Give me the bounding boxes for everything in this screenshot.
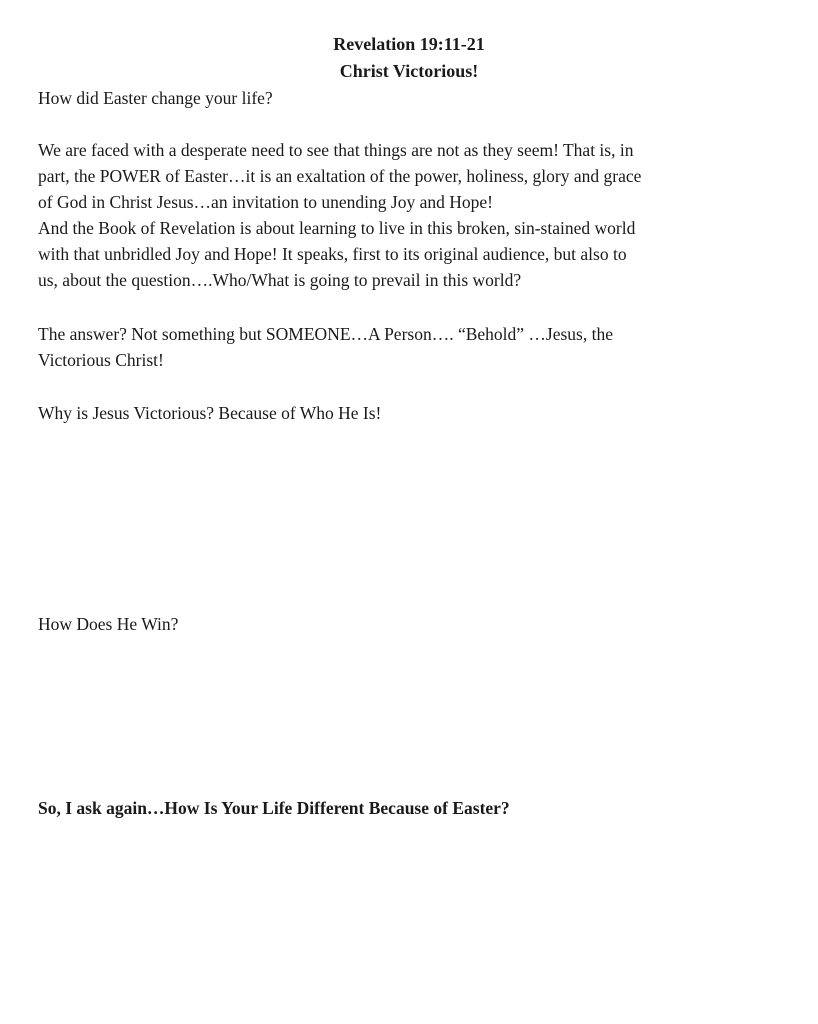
main-paragraph-line: part, the POWER of Easter…it is an exaltation of the power, holiness, glory and grace: [38, 166, 642, 186]
intro-question: How did Easter change your life?: [38, 88, 273, 108]
answer-line: Victorious Christ!: [38, 350, 164, 370]
main-paragraph-line: And the Book of Revelation is about learning to live in this broken, sin-stained world: [38, 218, 636, 238]
scripture-reference: Revelation 19:11-21: [333, 34, 485, 54]
answer-line: The answer? Not something but SOMEONE…A Person…. “Behold” …Jesus, the: [38, 324, 613, 344]
answer-paragraph: [38, 321, 778, 373]
how-question: How Does He Win?: [38, 614, 179, 634]
main-paragraph-line: us, about the question….Who/What is going to prevail in this world?: [38, 270, 522, 290]
main-paragraph-line: We are faced with a desperate need to see that things are not as they seem! That is, in: [38, 140, 634, 160]
why-question: Why is Jesus Victorious? Because of Who He Is!: [38, 403, 382, 423]
main-paragraph-line: of God in Christ Jesus…an invitation to unending Joy and Hope!: [38, 192, 493, 212]
final-question: So, I ask again…How Is Your Life Different Because of Easter?: [38, 798, 510, 818]
sermon-title: Christ Victorious!: [339, 61, 479, 81]
main-paragraph: [38, 137, 778, 293]
main-paragraph-line: with that unbridled Joy and Hope! It speaks, first to its original audience, but also to: [38, 244, 627, 264]
